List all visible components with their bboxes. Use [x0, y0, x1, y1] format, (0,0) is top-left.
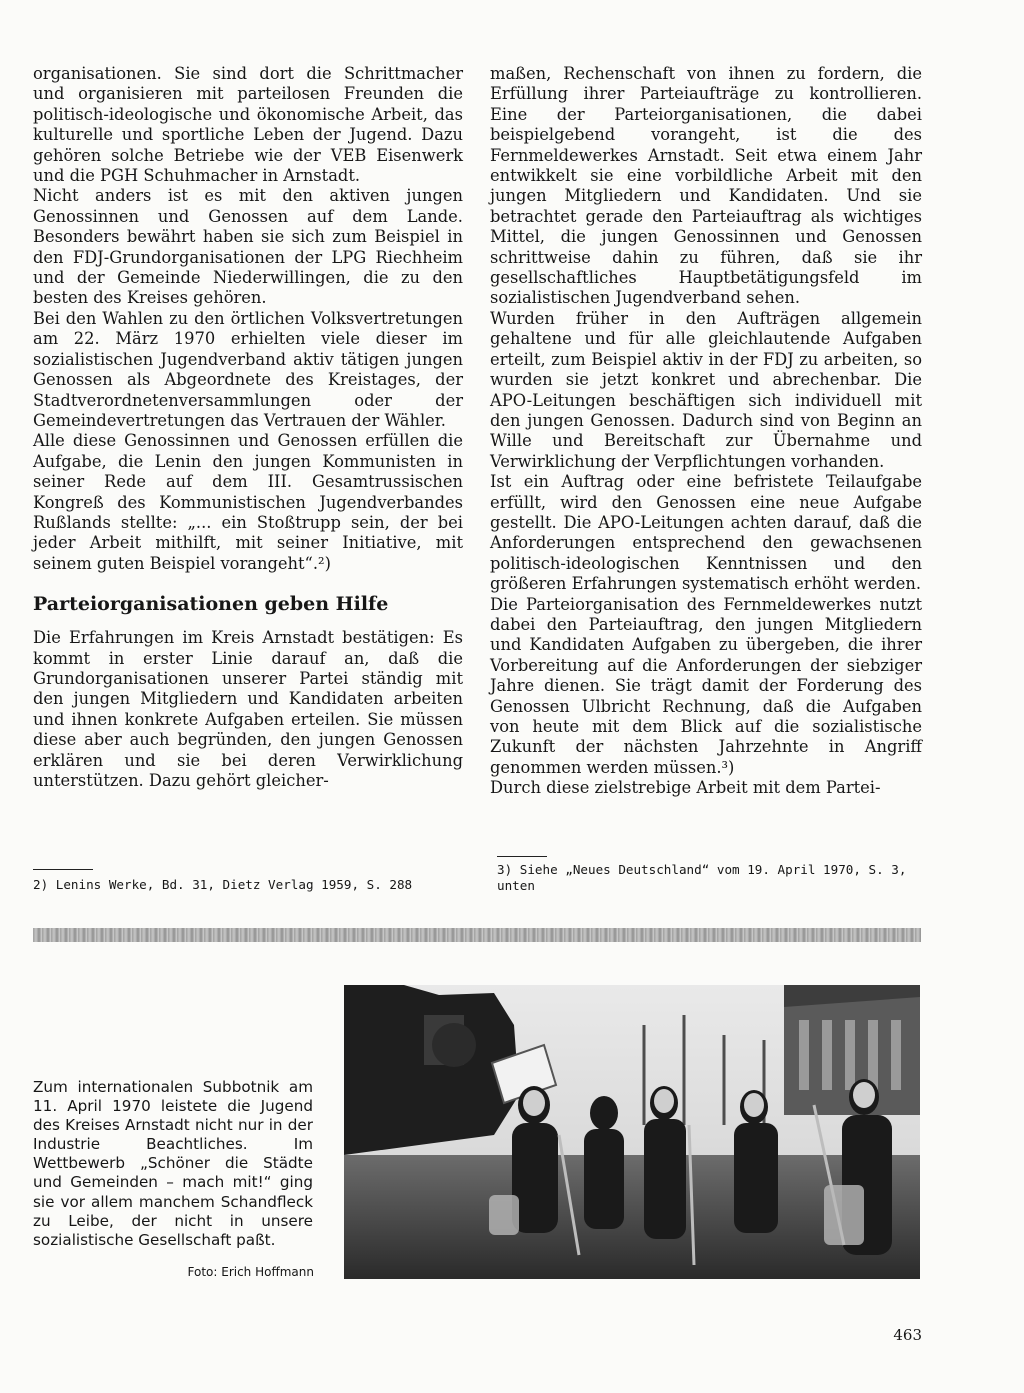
page-number: 463 [893, 1326, 922, 1344]
left-footnote: 2) Lenins Werke, Bd. 31, Dietz Verlag 1959, S. 288 [33, 877, 413, 892]
photo-credit: Foto: Erich Hoffmann [187, 1265, 314, 1279]
left-column [33, 64, 463, 791]
left-footnote-rule [33, 869, 93, 870]
right-column [490, 64, 922, 799]
left-paragraph-1: organisationen. Sie sind dort die Schrittmacher und organisieren mit parteilosen Freunden die politisch-ideologische und ökonomische Arbeit, das kulturelle und sportliche Leben der Jugend. Dazu gehören solche Betriebe wie der VEB Eisenwerk und die PGH Schuhmacher in Arnstadt. [33, 64, 463, 186]
halftone-divider-band [33, 928, 921, 942]
left-paragraph-4: Alle diese Genossinnen und Genossen erfüllen die Aufgabe, die Lenin den jungen Kommunisten in seiner Rede auf dem III. Gesamtrussischen Kongreß des Kommunistischen Jugendverbandes Rußlands stellte: „... ein Stoßtrupp sein, der bei jeder Arbeit mithilft, mit seiner Initiative, mit seinem guten Beispiel vorangeht“.²) [33, 431, 463, 573]
right-footnote: 3) Siehe „Neues Deutschland“ vom 19. April 1970, S. 3, unten [497, 862, 907, 893]
right-footnote-rule [497, 856, 547, 857]
right-paragraph-1: maßen, Rechenschaft von ihnen zu fordern, die Erfüllung ihrer Parteiaufträge zu kontrollieren. Eine der Parteiorganisationen, die dabei beispielgebend vorangeht, ist die des Fernmeldewerkes Arnstadt. Seit etwa einem Jahr entwikkelt sie eine vorbildliche Arbeit mit den jungen Mitgliedern und Kandidaten. Und sie betrachtet gerade den Parteiauftrag als wichtiges Mittel, die jungen Genossinnen und Genossen schrittweise dahin zu führen, daß sie ihr gesellschaftliches Hauptbetätigungsfeld im sozialistischen Jugendverband sehen. [490, 64, 922, 308]
right-paragraph-2: Wurden früher in den Aufträgen allgemein gehaltene und für alle gleichlautende Aufgaben erteilt, zum Beispiel aktiv in der FDJ zu arbeiten, so wurden sie jetzt konkret und abrechenbar. Die APO-Leitungen beschäftigen sich individuell mit den jungen Genossen. Dadurch sind von Beginn an Wille und Bereitschaft zur Übernahme und Verwirklichung der Verpflichtungen vorhanden. [490, 308, 922, 471]
right-paragraph-3: Ist ein Auftrag oder eine befristete Teilaufgabe erfüllt, wird den Genossen eine neue Aufgabe gestellt. Die APO-Leitungen achten darauf, daß die Anforderungen entsprechend den gewachsenen politisch-ideologischen Kenntnissen und den größeren Erfahrungen systematisch erhöht werden. [490, 472, 922, 594]
photo-caption: Zum internationalen Subbotnik am 11. April 1970 leistete die Jugend des Kreises Arnstadt nicht nur in der Industrie Beachtliches. Im Wettbewerb „Schöner die Städte und Gemeinden – mach mit!“ ging sie vor allem manchem Schandfleck zu Leibe, der nicht in unsere sozialistische Gesellschaft paßt. [33, 1078, 313, 1249]
subbotnik-photo-illustration [344, 985, 920, 1279]
right-paragraph-5: Durch diese zielstrebige Arbeit mit dem Partei- [490, 778, 881, 798]
right-paragraph-4: Die Parteiorganisation des Fernmeldewerkes nutzt dabei den Parteiauftrag, den jungen Mitgliedern und Kandidaten Aufgaben zu übergeben, die ihrer Vorbereitung auf die Anforderungen der siebziger Jahre dienen. Sie trägt damit der Forderung des Genossen Ulbricht Rechnung, daß die Aufgaben von heute mit dem Blick auf die sozialistische Zukunft der nächsten Jahrzehnte in Angriff genommen werden müssen.³) [490, 594, 922, 777]
left-paragraph-2: Nicht anders ist es mit den aktiven jungen Genossinnen und Genossen auf dem Lande. Besonders bewährt haben sie sich zum Beispiel in den FDJ-Grundorganisationen der LPG Riechheim und der Gemeinde Niederwillingen, die zu den besten des Kreises gehören. [33, 186, 463, 308]
subbotnik-photo [344, 985, 920, 1279]
left-paragraph-5: Die Erfahrungen im Kreis Arnstadt bestätigen: Es kommt in erster Linie darauf an, daß die Grundorganisationen unserer Partei ständig mit den jungen Mitgliedern und Kandidaten arbeiten und ihnen konkrete Aufgaben erteilen. Sie müssen diese aber auch begründen, den jungen Genossen erklären und sie bei deren Verwirklichung unterstützen. Dazu gehört gleicher- [33, 628, 463, 790]
section-heading: Parteiorganisationen geben Hilfe [33, 593, 389, 616]
left-paragraph-3: Bei den Wahlen zu den örtlichen Volksvertretungen am 22. März 1970 erhielten viele dieser im sozialistischen Jugendverband aktiv tätigen jungen Genossen als Abgeordnete des Kreistages, der Stadtverordnetenversammlungen oder der Gemeindevertretungen das Vertrauen der Wähler. [33, 308, 463, 430]
